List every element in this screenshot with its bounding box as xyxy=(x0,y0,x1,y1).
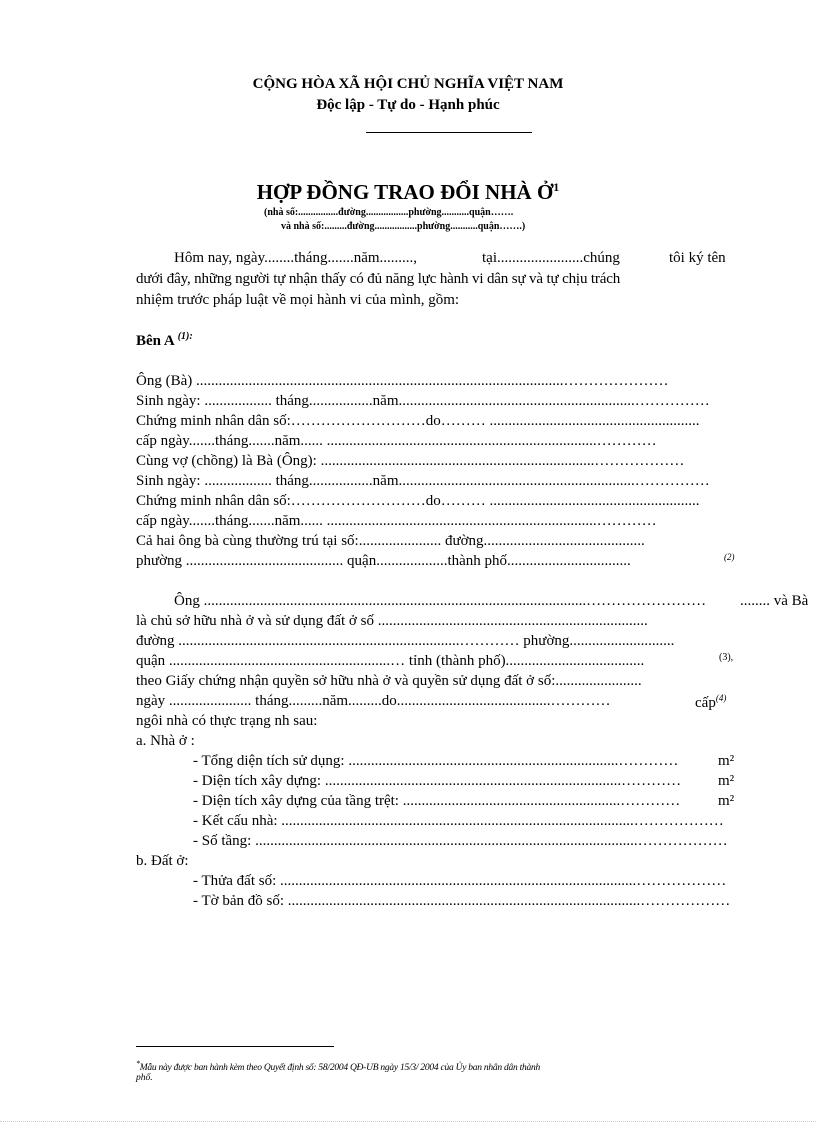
house-tong-dien-tich: - Tổng diện tích sử dụng: ........................................................................………… xyxy=(193,753,679,769)
house-heading: a. Nhà ở : xyxy=(136,733,195,749)
header-underline xyxy=(366,132,532,133)
field-phuong-a: phường .......................................... quận...................thành phố................................. xyxy=(136,553,631,569)
field-cap-ngay-2: cấp ngày.......tháng.......năm...... ........................................................................………… xyxy=(136,513,657,529)
field-giay-chung-nhan: theo Giấy chứng nhận quyền sở hữu nhà ở và quyền sử dụng đất ở số:....................... xyxy=(136,673,642,689)
field-vo-chong: Cùng vợ (chồng) là Bà (Ông): .........................................................................……………… xyxy=(136,453,685,469)
party-a-label: Bên A $^{(1):}$ xyxy=(136,331,193,349)
footnote-line-1: *Mẫu này được ban hành kèm theo Quyết định số: 58/2004 QĐ-UB ngày 15/3/ 2004 của Ủy ban nhân dân thành xyxy=(136,1059,541,1074)
unit-m2-1: m² xyxy=(718,753,735,769)
intro-line-1b: tại.......................chúng xyxy=(482,250,620,266)
intro-line-1c: tôi ký tên xyxy=(669,250,726,266)
field-cmnd-2: Chứng minh nhân dân số:………………………do……… ........................................................ xyxy=(136,493,700,509)
house-dien-tich-tang-tret: - Diện tích xây dựng của tầng trệt: ..........................................................………… xyxy=(193,793,681,809)
intro-line-1a: Hôm nay, ngày........tháng.......năm........., xyxy=(174,250,418,266)
field-cmnd-1: Chứng minh nhân dân số:………………………do……… ........................................................ xyxy=(136,413,700,429)
field-ngay-cap: ngày ...................... tháng.........năm.........do.........................................………… xyxy=(136,693,611,709)
field-chu-so-huu: là chủ sở hữu nhà ở và sử dụng đất ở số ........................................................................ xyxy=(136,613,648,629)
field-sinh-ngay-1: Sinh ngày: .................. tháng.................năm...............................................................…………… xyxy=(136,393,710,409)
field-quan: quận ...........................................................… tỉnh (thành phố)..................................... xyxy=(136,653,645,669)
title-sub-line-1: (nhà số:................đường.................phường...........quận……. xyxy=(264,207,514,218)
country-name: CỘNG HÒA XÃ HỘI CHỦ NGHĨA VIỆT NAM xyxy=(252,76,564,92)
page-bottom-border xyxy=(0,1121,816,1122)
note-ref-2: (2) xyxy=(724,552,735,562)
unit-m2-3: m² xyxy=(718,793,735,809)
field-thuc-trang: ngôi nhà có thực trạng nh sau: xyxy=(136,713,318,729)
field-cap-ngay-1: cấp ngày.......tháng.......năm...... ........................................................................………… xyxy=(136,433,657,449)
house-so-tang: - Số tầng: ......................................................................................................……………… xyxy=(193,833,728,849)
note-ref-3: (3), xyxy=(719,652,734,663)
field-ong-ba: Ông (Bà) ..................................................................................................………………… xyxy=(136,373,669,389)
land-thua-dat: - Thửa đất số: ...............................................................................................……………… xyxy=(193,873,727,889)
motto: Độc lập - Tự do - Hạnh phúc xyxy=(316,97,500,113)
title-sub-line-2: và nhà số:.........đường.................phường...........quận…….) xyxy=(281,221,526,232)
document-title: HỢP ĐỒNG TRAO ĐỔI NHÀ Ở$^1$ xyxy=(256,180,560,204)
field-thuong-tru: Cả hai ông bà cùng thường trú tại số:...................... đường........................................... xyxy=(136,533,645,549)
house-ket-cau: - Kết cấu nhà: ..............................................................................................……………… xyxy=(193,813,724,829)
field-sinh-ngay-2: Sinh ngày: .................. tháng.................năm...............................................................…………… xyxy=(136,473,710,489)
footnote-rule xyxy=(136,1046,334,1047)
footnote-line-2: phố. xyxy=(136,1073,153,1083)
field-owner-va-ba: ........ và Bà xyxy=(740,593,809,609)
intro-line-3: nhiệm trước pháp luật về mọi hành vi của mình, gồm: xyxy=(136,292,460,308)
field-owner-ong: Ông ......................................................................................................…………………… xyxy=(174,593,707,609)
intro-line-2: dưới đây, những người tự nhận thấy có đủ năng lực hành vi dân sự và tự chịu trách xyxy=(136,271,621,287)
land-heading: b. Đất ở: xyxy=(136,853,189,869)
unit-m2-2: m² xyxy=(718,773,735,789)
field-duong: đường ...........................................................................………… phường............................ xyxy=(136,633,675,649)
field-cap: cấp$^{(4)}$ xyxy=(695,693,727,711)
land-to-ban-do: - Tờ bản đồ số: ..............................................................................................……………… xyxy=(193,893,731,909)
house-dien-tich-xd: - Diện tích xây dựng: ...............................................................................………… xyxy=(193,773,682,789)
